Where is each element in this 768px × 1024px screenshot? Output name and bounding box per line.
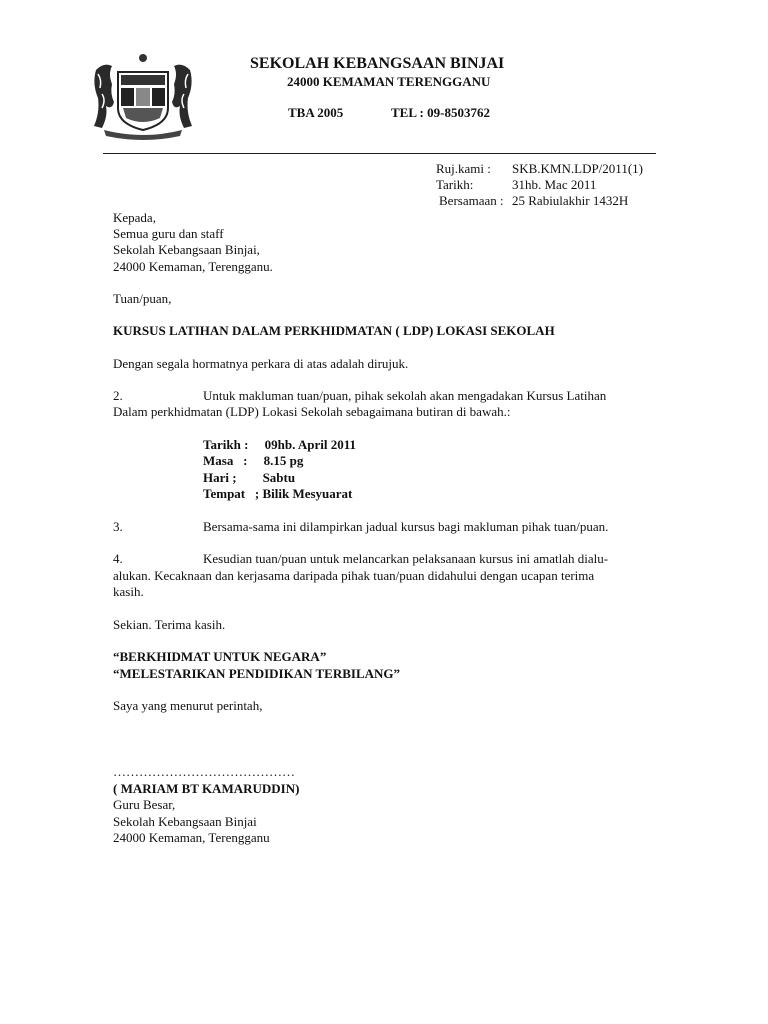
motto-2: “MELESTARIKAN PENDIDIKAN TERBILANG” bbox=[113, 666, 401, 681]
school-code: TBA 2005 bbox=[288, 105, 344, 120]
closing: Sekian. Terima kasih. bbox=[113, 617, 226, 632]
detail-time: Masa : 8.15 pg bbox=[203, 453, 304, 468]
recipient-line: Semua guru dan staff bbox=[113, 226, 224, 241]
detail-venue: Tempat ; Bilik Mesyuarat bbox=[203, 486, 353, 501]
paragraph-4-number: 4. bbox=[113, 551, 123, 566]
paragraph-4-line: alukan. Kecaknaan dan kerjasama daripada pihak tuan/puan didahului dengan ucapan terima bbox=[113, 568, 595, 583]
recipient-line: Sekolah Kebangsaan Binjai, bbox=[113, 242, 260, 257]
paragraph-2-line: Dalam perkhidmatan (LDP) Lokasi Sekolah sebagaimana butiran di bawah.: bbox=[113, 404, 511, 419]
paragraph-2-line: Untuk makluman tuan/puan, pihak sekolah akan mengadakan Kursus Latihan bbox=[203, 388, 607, 403]
ref-value: SKB.KMN.LDP/2011(1) bbox=[512, 161, 643, 176]
recipient-line: 24000 Kemaman, Terengganu. bbox=[113, 259, 273, 274]
ref-label: Ruj.kami : bbox=[436, 161, 491, 176]
paragraph-4-line: kasih. bbox=[113, 584, 144, 599]
detail-day: Hari ; Sabtu bbox=[203, 470, 296, 485]
motto-1: “BERKHIDMAT UNTUK NEGARA” bbox=[113, 649, 327, 664]
coat-of-arms-icon bbox=[90, 50, 196, 140]
signatory-address: 24000 Kemaman, Terengganu bbox=[113, 830, 270, 845]
school-tel: TEL : 09-8503762 bbox=[391, 105, 490, 120]
paragraph-1: Dengan segala hormatnya perkara di atas adalah dirujuk. bbox=[113, 356, 409, 371]
signatory-title: Guru Besar, bbox=[113, 797, 176, 812]
signature-line: …………………………………… bbox=[113, 764, 295, 779]
paragraph-4-line: Kesudian tuan/puan untuk melancarkan pelaksanaan kursus ini amatlah dialu- bbox=[203, 551, 609, 566]
subject-heading: KURSUS LATIHAN DALAM PERKHIDMATAN ( LDP) LOKASI SEKOLAH bbox=[113, 323, 555, 338]
header-divider bbox=[103, 153, 656, 154]
school-address: 24000 KEMAMAN TERENGGANU bbox=[287, 74, 491, 89]
paragraph-3-line: Bersama-sama ini dilampirkan jadual kursus bagi makluman pihak tuan/puan. bbox=[203, 519, 609, 534]
hijri-value: 25 Rabiulakhir 1432H bbox=[512, 193, 629, 208]
signature-intro: Saya yang menurut perintah, bbox=[113, 698, 263, 713]
salutation: Tuan/puan, bbox=[113, 291, 172, 306]
signatory-school: Sekolah Kebangsaan Binjai bbox=[113, 814, 257, 829]
date-label: Tarikh: bbox=[436, 177, 474, 192]
school-name: SEKOLAH KEBANGSAAN BINJAI bbox=[250, 55, 505, 72]
recipient-line: Kepada, bbox=[113, 210, 156, 225]
paragraph-2-number: 2. bbox=[113, 388, 123, 403]
hijri-label: Bersamaan : bbox=[439, 193, 504, 208]
paragraph-3-number: 3. bbox=[113, 519, 123, 534]
signatory-name: ( MARIAM BT KAMARUDDIN) bbox=[113, 781, 300, 796]
date-value: 31hb. Mac 2011 bbox=[512, 177, 597, 192]
detail-date: Tarikh : 09hb. April 2011 bbox=[203, 437, 357, 452]
